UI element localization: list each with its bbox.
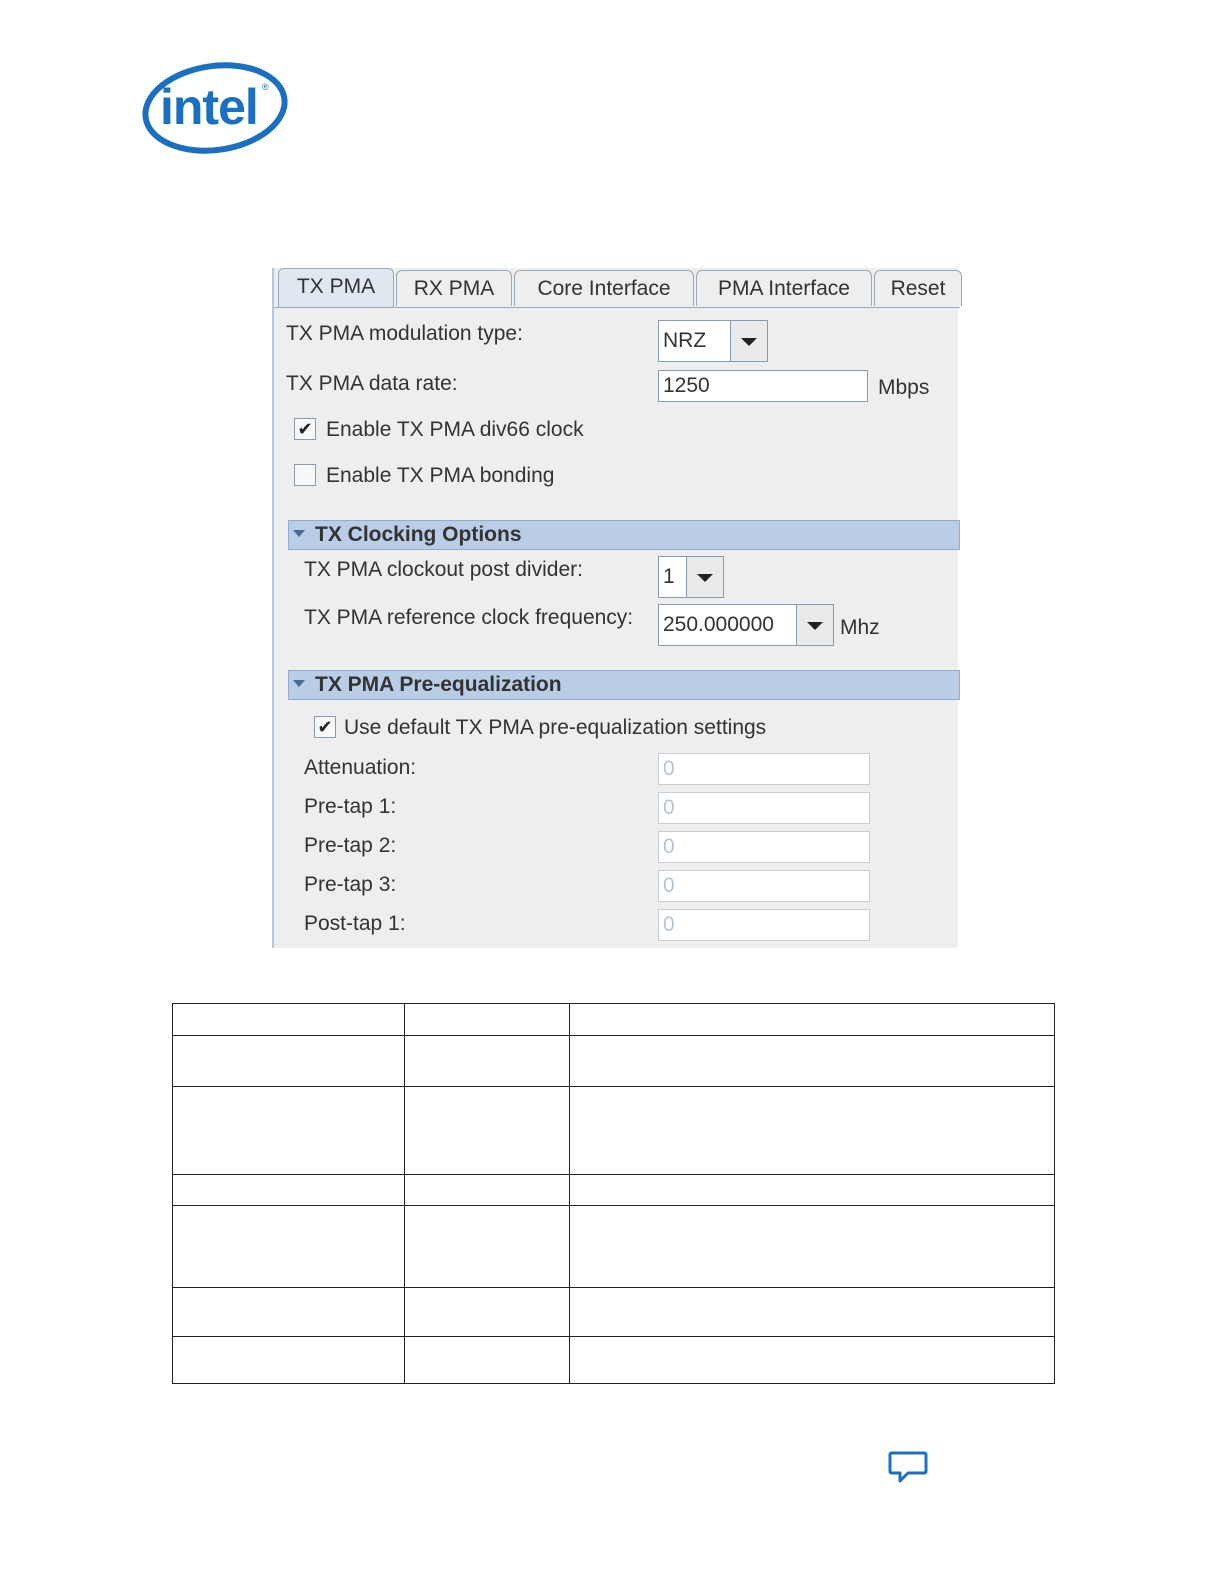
table-row: [173, 1175, 1055, 1206]
pre-tap-3-input[interactable]: 0: [658, 870, 870, 902]
ref-clock-unit: Mhz: [840, 616, 880, 639]
pre-tap-2-input[interactable]: 0: [658, 831, 870, 863]
bonding-checkbox[interactable]: [294, 464, 316, 486]
table-cell: [173, 1337, 405, 1384]
table-cell: [405, 1175, 570, 1206]
table-cell: [570, 1087, 1055, 1175]
tx-pma-preeq-header[interactable]: [288, 670, 960, 700]
data-rate-input[interactable]: 1250: [658, 370, 868, 402]
modulation-type-label: TX PMA modulation type:: [286, 322, 523, 345]
tx-pma-preeq-title: TX PMA Pre-equalization: [315, 673, 562, 696]
pre-tap-3-label: Pre-tap 3:: [304, 873, 397, 896]
parameter-editor-panel: [272, 268, 958, 948]
tab-rx-pma[interactable]: RX PMA: [396, 270, 512, 306]
post-divider-label: TX PMA clockout post divider:: [304, 558, 583, 581]
table-cell: [173, 1004, 405, 1036]
trademark-mark: ®: [262, 82, 269, 92]
table-row: [173, 1036, 1055, 1087]
table-cell: [173, 1175, 405, 1206]
table-cell: [405, 1206, 570, 1288]
ref-clock-value: 250.000000: [663, 613, 774, 636]
table-cell: [570, 1004, 1055, 1036]
bonding-label: Enable TX PMA bonding: [326, 464, 555, 487]
tx-clocking-options-title: TX Clocking Options: [315, 523, 522, 546]
table-cell: [570, 1175, 1055, 1206]
modulation-type-dropdown[interactable]: [658, 320, 768, 362]
table-cell: [570, 1206, 1055, 1288]
post-tap-1-input[interactable]: 0: [658, 909, 870, 941]
table-cell: [405, 1087, 570, 1175]
table-row: [173, 1206, 1055, 1288]
default-preeq-label: Use default TX PMA pre-equalization settings: [344, 716, 767, 739]
parameter-table: [172, 1003, 1055, 1384]
table-cell: [405, 1004, 570, 1036]
modulation-type-value: NRZ: [663, 329, 707, 352]
chevron-down-icon[interactable]: [686, 557, 723, 597]
table-row: [173, 1288, 1055, 1337]
tab-reset[interactable]: Reset: [874, 270, 962, 306]
table-cell: [173, 1206, 405, 1288]
attenuation-label: Attenuation:: [304, 756, 417, 779]
feedback-chat-icon[interactable]: [888, 1450, 928, 1486]
div66-clock-checkbox[interactable]: ✔: [294, 418, 316, 440]
data-rate-unit: Mbps: [878, 376, 930, 399]
data-rate-label: TX PMA data rate:: [286, 372, 458, 395]
table-cell: [570, 1036, 1055, 1087]
collapse-triangle-icon: [293, 530, 305, 537]
chevron-down-icon[interactable]: [730, 321, 767, 361]
ref-clock-dropdown[interactable]: [658, 604, 834, 646]
default-preeq-checkbox[interactable]: ✔: [314, 716, 336, 738]
pre-tap-2-label: Pre-tap 2:: [304, 834, 397, 857]
ref-clock-label: TX PMA reference clock frequency:: [304, 606, 634, 629]
div66-clock-label: Enable TX PMA div66 clock: [326, 418, 584, 441]
table-cell: [405, 1337, 570, 1384]
tab-divider: [274, 307, 960, 308]
table-row: [173, 1087, 1055, 1175]
tab-pma-interface[interactable]: PMA Interface: [696, 270, 872, 306]
table-row: [173, 1004, 1055, 1036]
tx-clocking-options-header[interactable]: [288, 520, 960, 550]
table-cell: [405, 1288, 570, 1337]
chevron-down-icon[interactable]: [796, 605, 833, 645]
tab-tx-pma[interactable]: TX PMA: [278, 268, 394, 308]
pre-tap-1-input[interactable]: 0: [658, 792, 870, 824]
table-cell: [173, 1036, 405, 1087]
table-cell: [173, 1087, 405, 1175]
table-cell: [570, 1337, 1055, 1384]
post-tap-1-label: Post-tap 1:: [304, 912, 406, 935]
tab-bar: [274, 268, 960, 308]
post-divider-value: 1: [663, 565, 675, 588]
pre-tap-1-label: Pre-tap 1:: [304, 795, 397, 818]
table-cell: [570, 1288, 1055, 1337]
intel-logo-text: intel: [160, 79, 258, 135]
tab-core-interface[interactable]: Core Interface: [514, 270, 694, 306]
attenuation-input[interactable]: 0: [658, 753, 870, 785]
intel-logo: [140, 60, 290, 160]
table-cell: [173, 1288, 405, 1337]
post-divider-dropdown[interactable]: [658, 556, 724, 598]
collapse-triangle-icon: [293, 680, 305, 687]
table-cell: [405, 1036, 570, 1087]
table-row: [173, 1337, 1055, 1384]
